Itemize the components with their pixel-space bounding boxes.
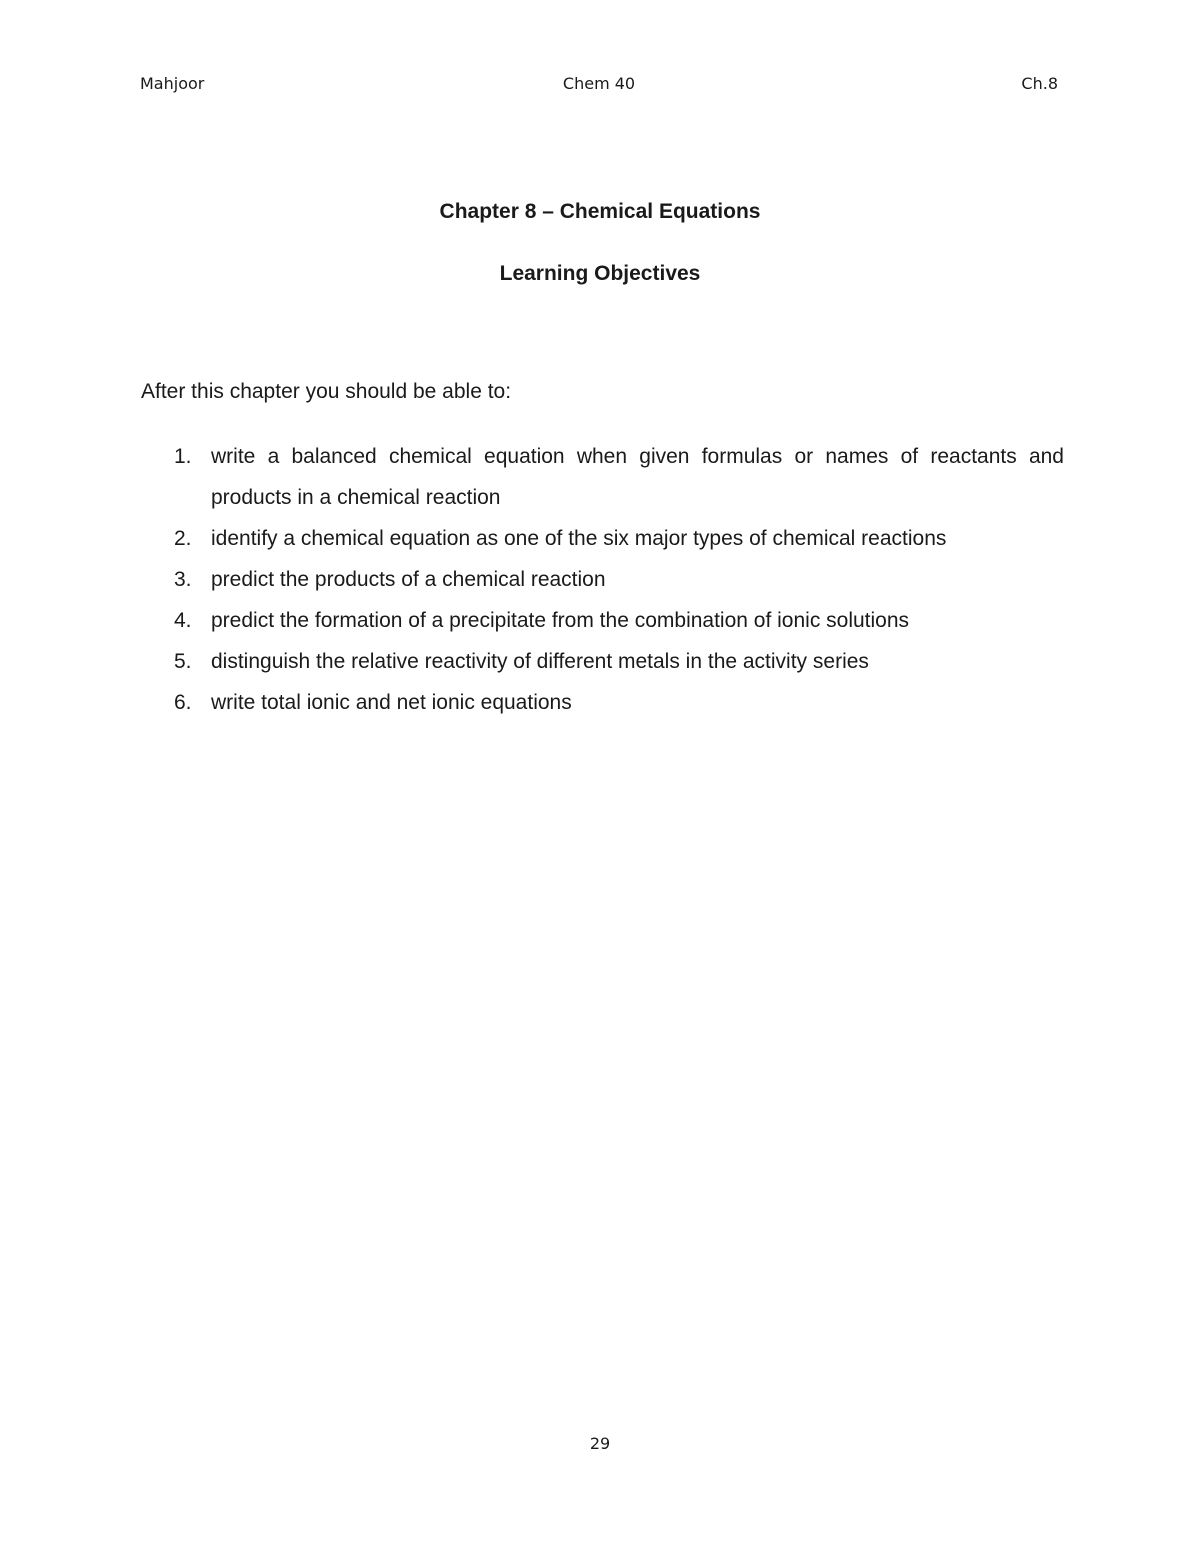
- header-author: Mahjoor: [140, 74, 205, 93]
- list-item-number: 3.: [174, 568, 192, 591]
- list-item: [174, 518, 1064, 559]
- list-item-number: 4.: [174, 609, 192, 632]
- header-course: Chem 40: [562, 74, 636, 93]
- intro-text: After this chapter you should be able to:: [141, 380, 512, 403]
- page-number: 29: [589, 1434, 611, 1453]
- list-item: [174, 559, 1064, 600]
- list-item-text: write a balanced chemical equation when given formulas or names of reactants and products in a chemical reaction: [211, 445, 1064, 509]
- list-item-text: predict the formation of a precipitate from the combination of ionic solutions: [211, 609, 910, 632]
- list-item-number: 6.: [174, 691, 192, 714]
- list-item-text: write total ionic and net ionic equations: [211, 691, 572, 714]
- list-item-text: identify a chemical equation as one of the six major types of chemical reactions: [211, 527, 947, 550]
- list-item: [174, 641, 1064, 682]
- list-item: [174, 600, 1064, 641]
- list-item-text: predict the products of a chemical reaction: [211, 568, 606, 591]
- list-item-number: 1.: [174, 445, 192, 468]
- header-chapter: Ch.8: [1021, 74, 1058, 93]
- chapter-title: Chapter 8 – Chemical Equations: [439, 200, 761, 223]
- page-header: [140, 74, 1058, 98]
- objectives-list: [174, 436, 1064, 723]
- section-subtitle: Learning Objectives: [499, 262, 701, 285]
- list-item: [174, 436, 1064, 518]
- list-item-text: distinguish the relative reactivity of different metals in the activity series: [211, 650, 869, 673]
- list-item-number: 2.: [174, 527, 192, 550]
- list-item: [174, 682, 1064, 723]
- list-item-number: 5.: [174, 650, 192, 673]
